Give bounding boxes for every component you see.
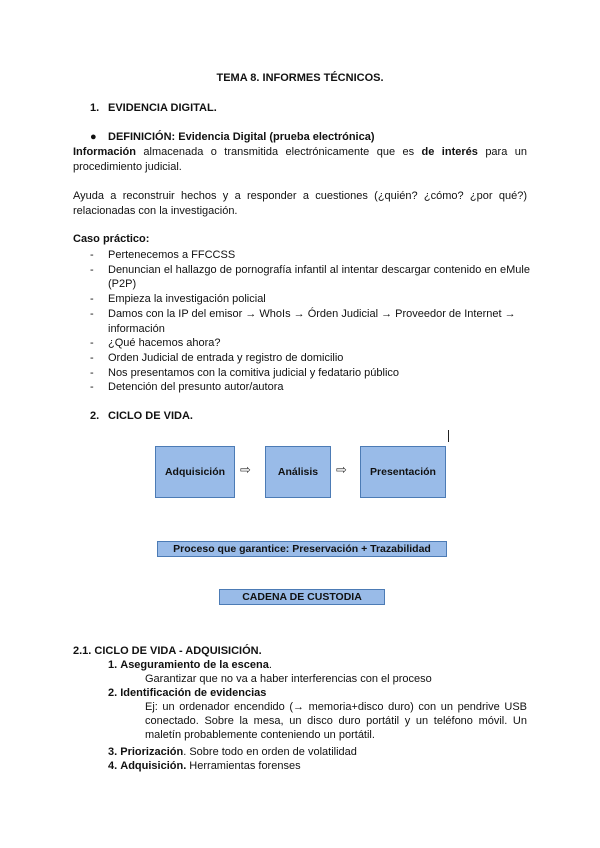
acq-item-num: 2. <box>108 687 118 699</box>
list-item: - Empieza la investigación policial <box>90 292 530 307</box>
definition-emphasis: de interés <box>421 146 478 158</box>
acq-item-2 <box>108 686 266 700</box>
acq-item-tail: . Sobre todo en orden de volatilidad <box>183 746 357 758</box>
acq-item-1 <box>108 658 272 672</box>
definition-text-b: para un procedimiento judicial. <box>73 146 527 173</box>
section-2-number: 2. <box>90 410 100 422</box>
list-item: - Pertenecemos a FFCCSS <box>90 248 530 263</box>
acq-item-num: 4. <box>108 760 118 772</box>
case-list <box>90 248 530 395</box>
acq-item-detail: Garantizar que no va a haber interferencias con el proceso <box>145 673 432 685</box>
list-item: - Nos presentamos con la comitiva judicial y fedatario público <box>90 366 530 381</box>
list-item: - Denuncian el hallazgo de pornografía infantil al intentar descargar contenido en eMule (P2P) <box>90 263 530 292</box>
definition-text-a: almacenada o transmitida electrónicamente que es <box>135 146 422 158</box>
arrow-right-icon: ⇨ <box>240 462 251 477</box>
stage-box-adquisicion: Adquisición <box>155 446 235 498</box>
list-item: - ¿Qué hacemos ahora? <box>90 336 530 351</box>
stage-box-presentacion: Presentación <box>360 446 446 498</box>
process-banner: Proceso que garantice: Preservación + Trazabilidad <box>157 541 447 557</box>
definition-term: Información <box>73 146 136 158</box>
acq-item-tail: . <box>268 659 272 671</box>
bullet-icon: ● <box>90 131 97 143</box>
acq-item-title: Priorización <box>120 746 184 758</box>
intro-paragraph: Ayuda a reconstruir hechos y a responder a cuestiones (¿quién? ¿cómo? ¿por qué?) relacionadas con la investigación. <box>73 190 527 217</box>
custody-banner: CADENA DE CUSTODIA <box>219 589 385 605</box>
definition-label: DEFINICIÓN: Evidencia Digital (prueba electrónica) <box>108 131 375 143</box>
section-2-1-heading: 2.1. CICLO DE VIDA - ADQUISICIÓN. <box>73 645 262 657</box>
acq-item-4 <box>108 759 301 773</box>
acq-item-num: 3. <box>108 746 118 758</box>
text-cursor <box>448 430 449 442</box>
list-item: - Damos con la IP del emisor → WhoIs → Órden Judicial → Proveedor de Internet → información <box>90 307 530 336</box>
arrow-right-icon: ⇨ <box>336 462 347 477</box>
case-heading: Caso práctico: <box>73 233 150 245</box>
page-title: TEMA 8. INFORMES TÉCNICOS. <box>216 72 384 84</box>
acq-item-title: Aseguramiento de la escena <box>120 659 269 671</box>
acq-item-detail: Ej: un ordenador encendido (→ memoria+disco duro) con un pendrive USB conectado. Sobre la mesa, un disco duro portátil y un teléfono móvil. Un maletín probablemente conteniendo un portátil. <box>145 701 527 741</box>
acq-item-tail: Herramientas forenses <box>186 760 301 772</box>
definition-paragraph <box>73 145 527 175</box>
stage-box-analisis: Análisis <box>265 446 331 498</box>
section-1-number: 1. <box>90 102 100 114</box>
list-item: - Orden Judicial de entrada y registro de domicilio <box>90 351 530 366</box>
section-2-heading: CICLO DE VIDA. <box>108 410 193 422</box>
acq-item-3 <box>108 745 357 759</box>
acq-item-title: Adquisición. <box>120 760 187 772</box>
acq-item-num: 1. <box>108 659 118 671</box>
acq-item-title: Identificación de evidencias <box>120 687 267 699</box>
section-1-heading: EVIDENCIA DIGITAL. <box>108 102 217 114</box>
list-item: - Detención del presunto autor/autora <box>90 380 530 395</box>
